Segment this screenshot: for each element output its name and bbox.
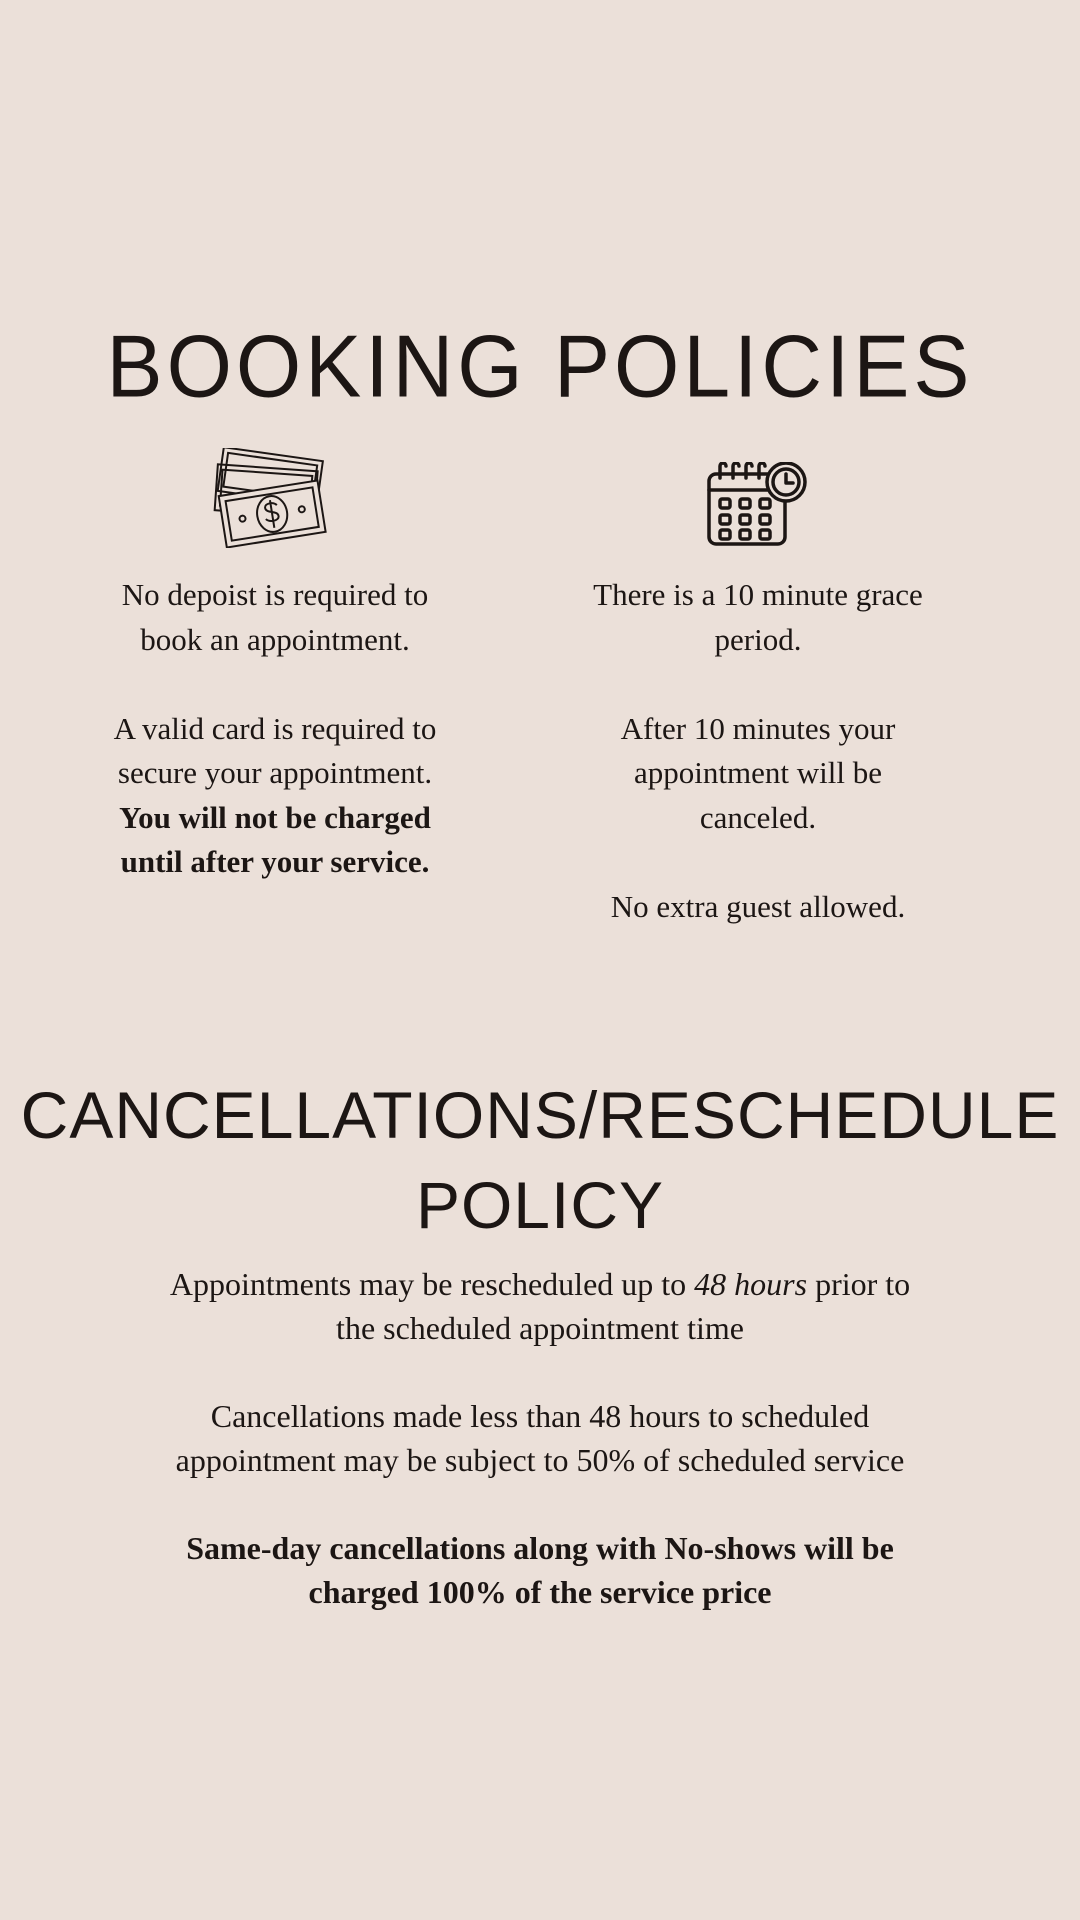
canceled-after-text: After 10 minutes your appointment will be canceled. <box>620 710 896 835</box>
cancellation-title-line2: POLICY <box>415 1168 665 1242</box>
cancellation-policy-title <box>0 1070 1080 1250</box>
same-day-cancellation-text: Same-day cancellations along with No-shows will be charged 100% of the service price <box>186 1530 894 1610</box>
grace-period-column <box>578 573 938 929</box>
reschedule-text-start: Appointments may be rescheduled up to <box>169 1266 695 1302</box>
deposit-policy-column <box>105 573 445 885</box>
money-bills-icon <box>212 448 328 548</box>
no-extra-guest-text: No extra guest allowed. <box>610 888 906 924</box>
reschedule-text-end: prior to the scheduled appointment time <box>336 1266 911 1346</box>
cancellation-policy-body <box>150 1262 930 1658</box>
calendar-clock-icon <box>706 462 810 548</box>
card-required-text <box>105 707 445 885</box>
booking-policies-title: BOOKING POLICIES <box>106 316 974 416</box>
reschedule-text <box>150 1262 930 1350</box>
reschedule-hours: 48 hours <box>694 1266 808 1302</box>
late-cancellation-text: Cancellations made less than 48 hours to scheduled appointment may be subject to 50% of scheduled service <box>175 1398 905 1478</box>
not-charged-bold: You will not be charged until after your service. <box>119 799 431 879</box>
grace-period-text: There is a 10 minute grace period. <box>593 577 923 657</box>
cancellation-title-line1: CANCELLATIONS/RESCHEDULE <box>20 1078 1060 1152</box>
no-deposit-text: No depoist is required to book an appointment. <box>121 577 429 657</box>
card-required-regular: A valid card is required to secure your appointment. <box>113 710 437 790</box>
